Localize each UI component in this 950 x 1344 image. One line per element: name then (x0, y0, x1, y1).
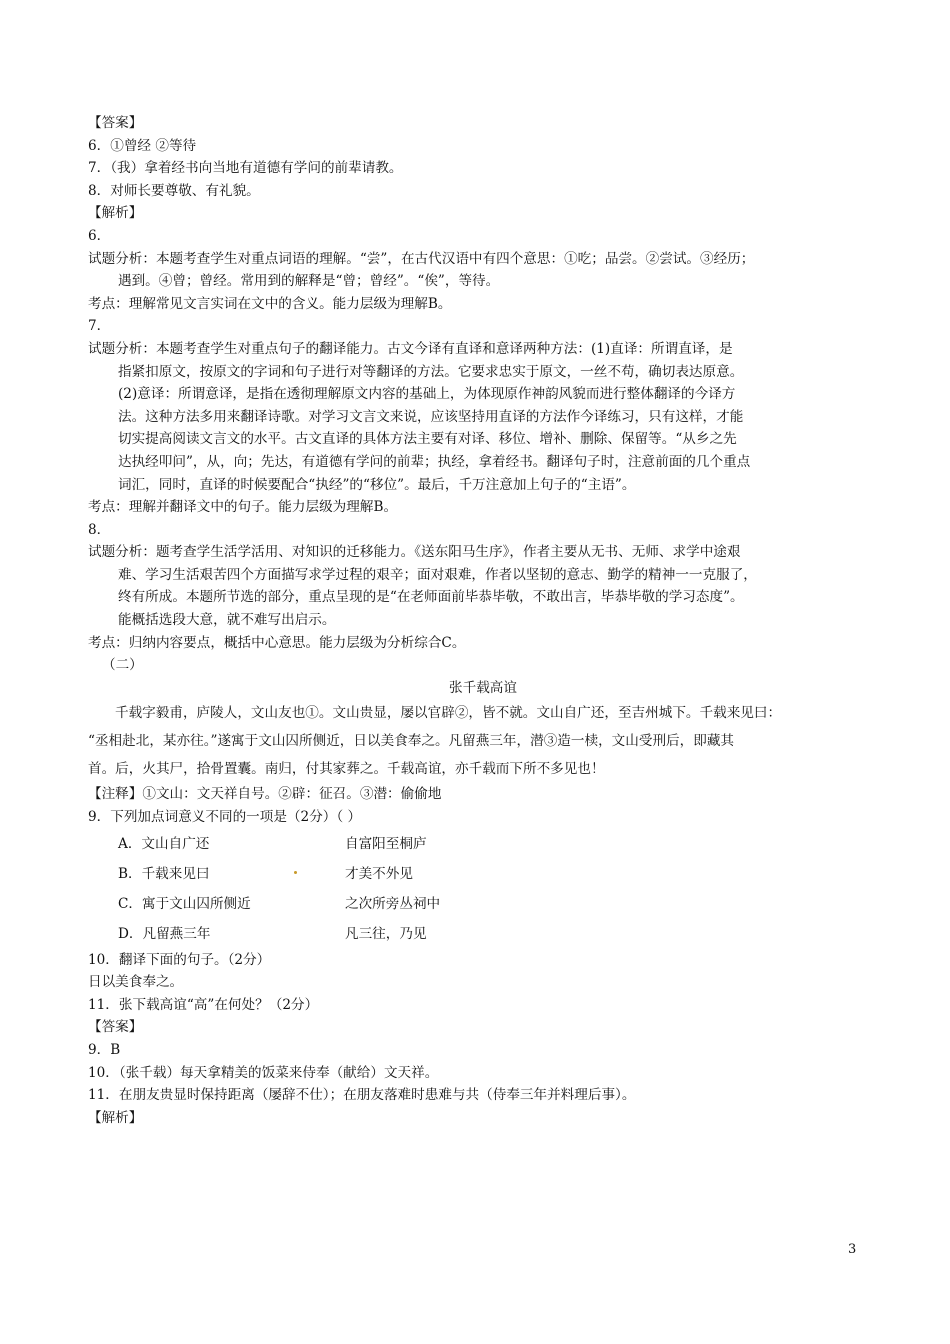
text-line: 11．在朋友贵显时保持距离（屡辞不仕）；在朋友落难时患难与共（侍奉三年并料理后事）。 (88, 1087, 636, 1104)
text-line: 考点：理解常见文言实词在文中的含义。能力层级为理解B。 (88, 295, 452, 312)
analysis-heading: 【解析】 (88, 1109, 143, 1126)
text-line: 8．对师长要尊敬、有礼貌。 (88, 182, 260, 199)
text-line: 10．（张千载）每天拿精美的饭菜来侍奉（献给）文天祥。 (88, 1064, 439, 1081)
text-line: 词汇，同时，直译的时候要配合“执经”的“移位”。最后，千万注意加上句子的“主语”。 (118, 476, 636, 493)
answer-heading: 【答案】 (88, 115, 143, 131)
text-line: 9．B (88, 1042, 121, 1058)
option-left: B．千载来见曰 (88, 859, 345, 889)
option-row (88, 919, 878, 949)
text-line: 日以美食奉之。 (88, 974, 184, 991)
text-line: 试题分析：本题考查学生对重点句子的翻译能力。古文今译有直译和意译两种方法：(1)直译：所谓直译，是 (88, 340, 733, 357)
text-line: 遇到。④曾；曾经。常用到的解释是“曾；曾经”。“俟”，等待。 (118, 273, 500, 290)
text-line: 终有所成。本题所节选的部分，重点呈现的是“在老师面前毕恭毕敬，不敢出言，毕恭毕敬的学习态度”。 (118, 589, 744, 606)
text-line: 试题分析：本题考查学生对重点词语的理解。“尝”，在古代汉语中有四个意思：①吃；品尝。②尝试。③经历； (88, 250, 755, 267)
option-right: 自富阳至桐庐 (345, 835, 427, 852)
text-line: 7．（我）拿着经书向当地有道德有学问的前辈请教。 (88, 160, 403, 177)
text-line: 6． (88, 227, 111, 244)
passage-line: 首。后，火其尸，拾骨置囊。南归，付其家葬之。千载高谊，亦千载而下所不多见也！ (88, 761, 605, 778)
text-line: 考点：理解并翻译文中的句子。能力层级为理解B。 (88, 499, 398, 516)
option-right: 才美不外见 (345, 865, 413, 882)
option-left: A．文山自广还 (118, 835, 210, 852)
text-line: 6．①曾经 ②等待 (88, 137, 197, 154)
annotation-line: 【注释】①文山：文天祥自号。②辟：征召。③潜：偷偷地 (88, 786, 442, 803)
text-line: 8． (88, 521, 111, 538)
page-number: 3 (848, 1242, 857, 1257)
question-11: 11．张下载高谊“高”在何处？（2分） (88, 996, 319, 1013)
option-row (88, 859, 878, 889)
analysis-heading: 【解析】 (88, 205, 143, 222)
passage-line: “丞相赴北，某亦往。”遂寓于文山囚所侧近，日以美食奉之。凡留燕三年，潜③造一椟，文山受刑后，即藏其 (88, 733, 735, 750)
option-right: 之次所旁丛祠中 (345, 895, 441, 912)
text-line: 7． (88, 318, 111, 335)
text-line: 能概括选段大意，就不难写出启示。 (118, 612, 336, 629)
option-row (88, 889, 878, 919)
text-line: 难、学习生活艰苦四个方面描写求学过程的艰辛；面对艰难，作者以坚韧的意志、勤学的精神一一克服了， (118, 566, 757, 583)
option-left: C．寓于文山囚所侧近 (118, 895, 251, 912)
text-line: 指紧扣原文，按原文的字词和句子进行对等翻译的方法。它要求忠实于原文，一丝不苟，确切表达原意。 (118, 363, 744, 380)
text-line: 达执经叩问”，从，向；先达，有道德有学问的前辈；执经，拿着经书。翻译句子时，注意前面的几个重点 (118, 453, 751, 470)
option-left: D．凡留燕三年 (118, 925, 211, 942)
option-right: 凡三往，乃见 (345, 925, 427, 942)
text-line: 切实提高阅读文言文的水平。古文直译的具体方法主要有对译、移位、增补、删除、保留等。“从乡之先 (118, 431, 737, 448)
question-9: 9．下列加点词意义不同的一项是（2分）（ ） (88, 809, 362, 826)
section-heading: （二） (102, 657, 143, 674)
question-10: 10．翻译下面的句子。（2分） (88, 951, 271, 968)
text-line: (2)意译：所谓意译，是指在透彻理解原文内容的基础上，为体现原作神韵风貌而进行整体翻译的今译方 (118, 386, 736, 403)
text-line: 法。这种方法多用来翻译诗歌。对学习文言文来说，应该坚持用直译的方法作今译练习，只有这样，才能 (118, 408, 744, 425)
passage-title: 张千载高谊 (449, 679, 517, 696)
document-body (88, 112, 878, 1129)
passage-line: 千载字毅甫，庐陵人，文山友也①。文山贵显，屡以官辟②，皆不就。文山自广还，至吉州城下。千载来见曰： (115, 705, 782, 722)
option-row (88, 829, 878, 859)
text-line: 试题分析：题考查学生活学活用、对知识的迁移能力。《送东阳马生序》，作者主要从无书、无师、求学中途艰 (88, 544, 741, 561)
text-line: 考点：归纳内容要点，概括中心意思。能力层级为分析综合C。 (88, 634, 466, 651)
answer-heading: 【答案】 (88, 1019, 143, 1036)
mark-dot (294, 871, 297, 874)
